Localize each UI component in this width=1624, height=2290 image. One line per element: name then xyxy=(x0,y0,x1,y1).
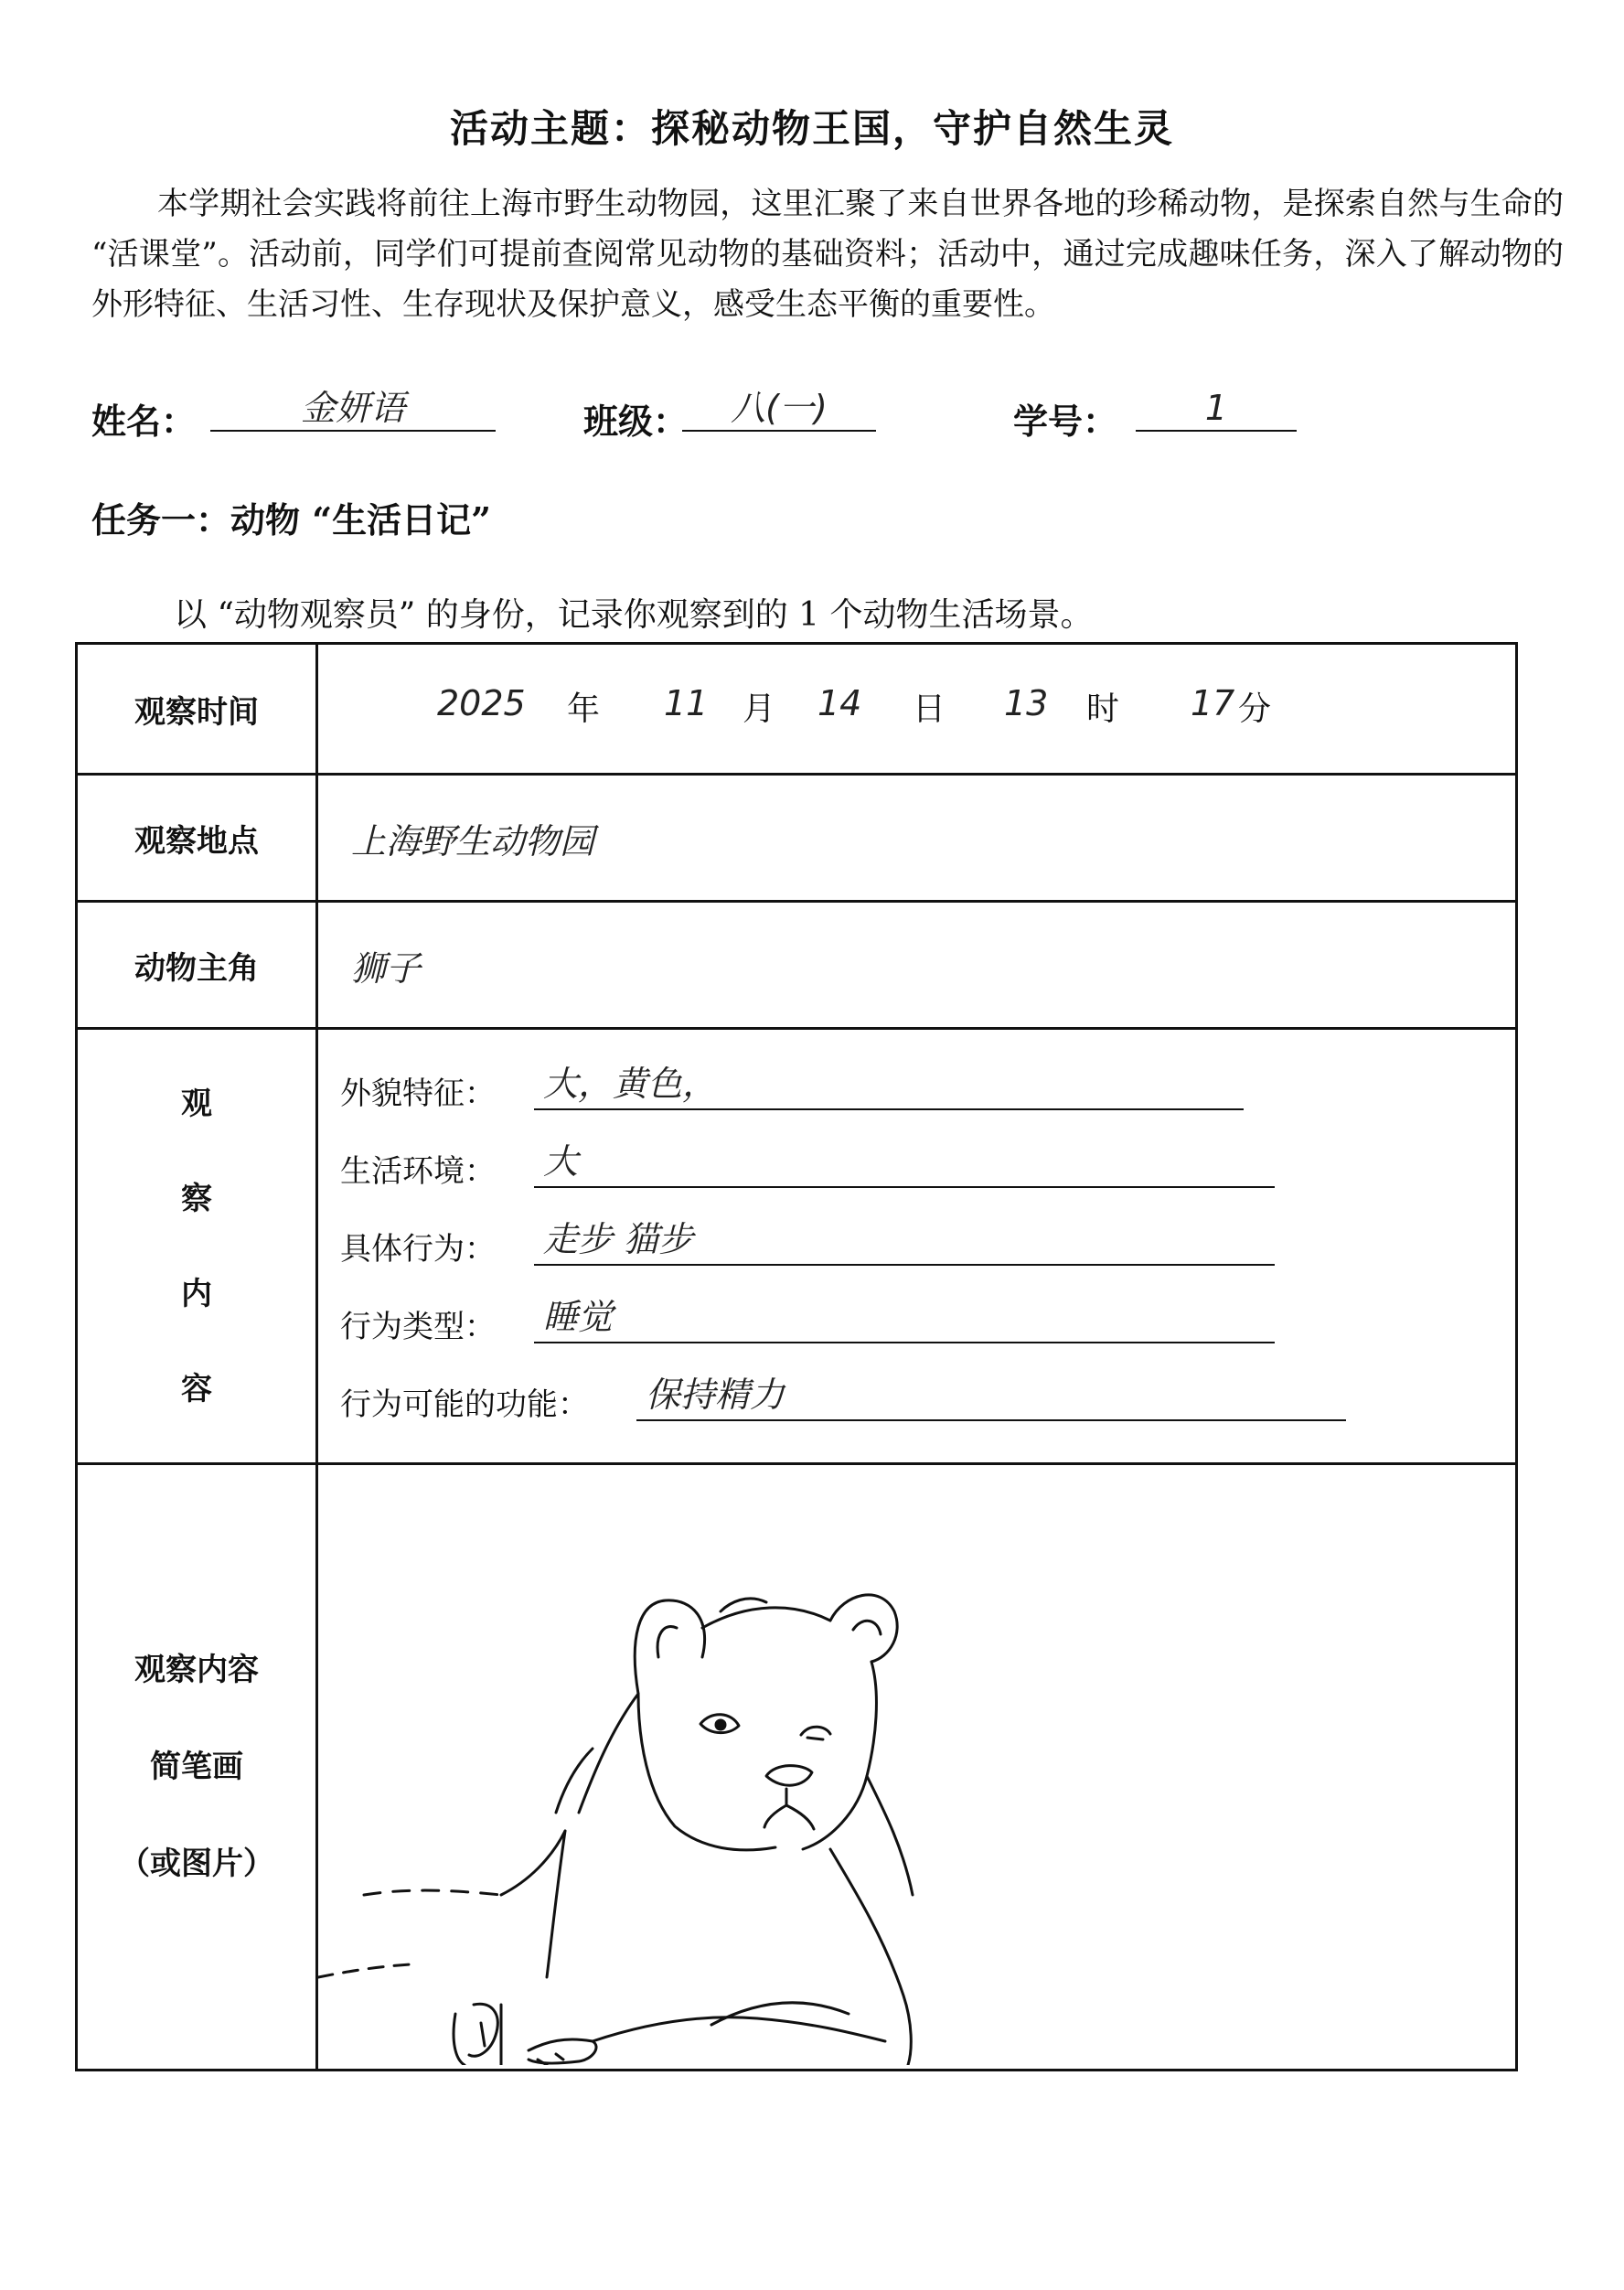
detail-appearance xyxy=(340,1050,1515,1128)
content-label-char: 观 xyxy=(181,1085,212,1122)
detail-behavior-function xyxy=(340,1361,1515,1439)
content-label-char: 内 xyxy=(181,1275,212,1312)
animal-label: 动物主角 xyxy=(77,902,317,1029)
detail-label: 行为可能的功能： xyxy=(340,1386,589,1423)
time-year-unit: 年 xyxy=(567,690,601,728)
animal-value[interactable]: 狮子 xyxy=(317,902,1517,1029)
time-day[interactable]: 14 xyxy=(817,683,862,723)
time-label: 观察时间 xyxy=(77,644,317,775)
intro-paragraph: 本学期社会实践将前往上海市野生动物园，这里汇聚了来自世界各地的珍稀动物，是探索自然与生命的 “活课堂”。活动前，同学们可提前查阅常见动物的基础资料；活动中，通过完成趣味任务，深入了解动物的外形特征、生活习性、生存现状及保护意义，感受生态平衡的重要性。 xyxy=(91,186,1564,323)
time-month[interactable]: 11 xyxy=(664,683,709,723)
time-minute-unit: 分 xyxy=(1238,690,1272,728)
task-description: 以 “动物观察员” 的身份，记录你观察到的 1 个动物生活场景。 xyxy=(174,596,1094,634)
number-field xyxy=(1013,388,1228,444)
lion-sketch-icon xyxy=(318,1465,1518,2065)
detail-value[interactable]: 睡觉 xyxy=(534,1292,1275,1343)
class-field xyxy=(583,388,828,444)
detail-value[interactable]: 走步 猫步 xyxy=(534,1215,1275,1266)
sketch-area[interactable] xyxy=(317,1464,1517,2071)
detail-value[interactable]: 大 xyxy=(534,1137,1275,1188)
sketch-label xyxy=(77,1464,317,2071)
detail-value[interactable]: 保持精力 xyxy=(636,1370,1346,1421)
time-day-unit: 日 xyxy=(913,690,946,728)
number-label: 学号： xyxy=(1013,401,1118,442)
class-label: 班级： xyxy=(583,401,689,442)
time-value-cell[interactable] xyxy=(317,644,1517,775)
sketch-label-line: 简笔画 xyxy=(150,1749,243,1785)
detail-value[interactable]: 大，黄色， xyxy=(534,1059,1244,1110)
time-minute[interactable]: 17 xyxy=(1191,683,1235,723)
task-title: 任务一：动物 “生活日记” xyxy=(91,499,491,540)
name-label: 姓名： xyxy=(91,401,197,442)
content-details xyxy=(317,1029,1517,1464)
time-year[interactable]: 2025 xyxy=(437,683,526,723)
detail-environment xyxy=(340,1128,1515,1205)
name-value[interactable]: 金妍语 xyxy=(210,386,496,432)
time-hour-unit: 时 xyxy=(1086,690,1120,728)
detail-label: 具体行为： xyxy=(340,1231,496,1268)
sketch-row xyxy=(77,1464,1517,2071)
content-row xyxy=(77,1029,1517,1464)
content-label-char: 容 xyxy=(181,1370,212,1407)
place-value[interactable]: 上海野生动物园 xyxy=(317,775,1517,902)
detail-label: 外貌特征： xyxy=(340,1075,496,1112)
time-hour[interactable]: 13 xyxy=(1004,683,1049,723)
content-label-char: 察 xyxy=(181,1180,212,1217)
time-row xyxy=(77,644,1517,775)
sketch-label-line: 观察内容 xyxy=(134,1652,259,1688)
content-label xyxy=(77,1029,317,1464)
detail-behavior xyxy=(340,1205,1515,1283)
animal-row xyxy=(77,902,1517,1029)
page-title: 活动主题：探秘动物王国，守护自然生灵 xyxy=(449,106,1174,151)
detail-behavior-type xyxy=(340,1283,1515,1361)
class-value[interactable]: 八(一) xyxy=(682,386,876,432)
detail-label: 生活环境： xyxy=(340,1153,496,1190)
time-month-unit: 月 xyxy=(743,690,776,728)
place-row xyxy=(77,775,1517,902)
place-label: 观察地点 xyxy=(77,775,317,902)
observation-table xyxy=(75,642,1518,2071)
number-value[interactable]: 1 xyxy=(1136,386,1297,432)
sketch-label-line: （或图片） xyxy=(119,1846,274,1882)
name-field xyxy=(91,388,405,444)
student-info-row xyxy=(0,388,1624,448)
detail-label: 行为类型： xyxy=(340,1309,496,1345)
